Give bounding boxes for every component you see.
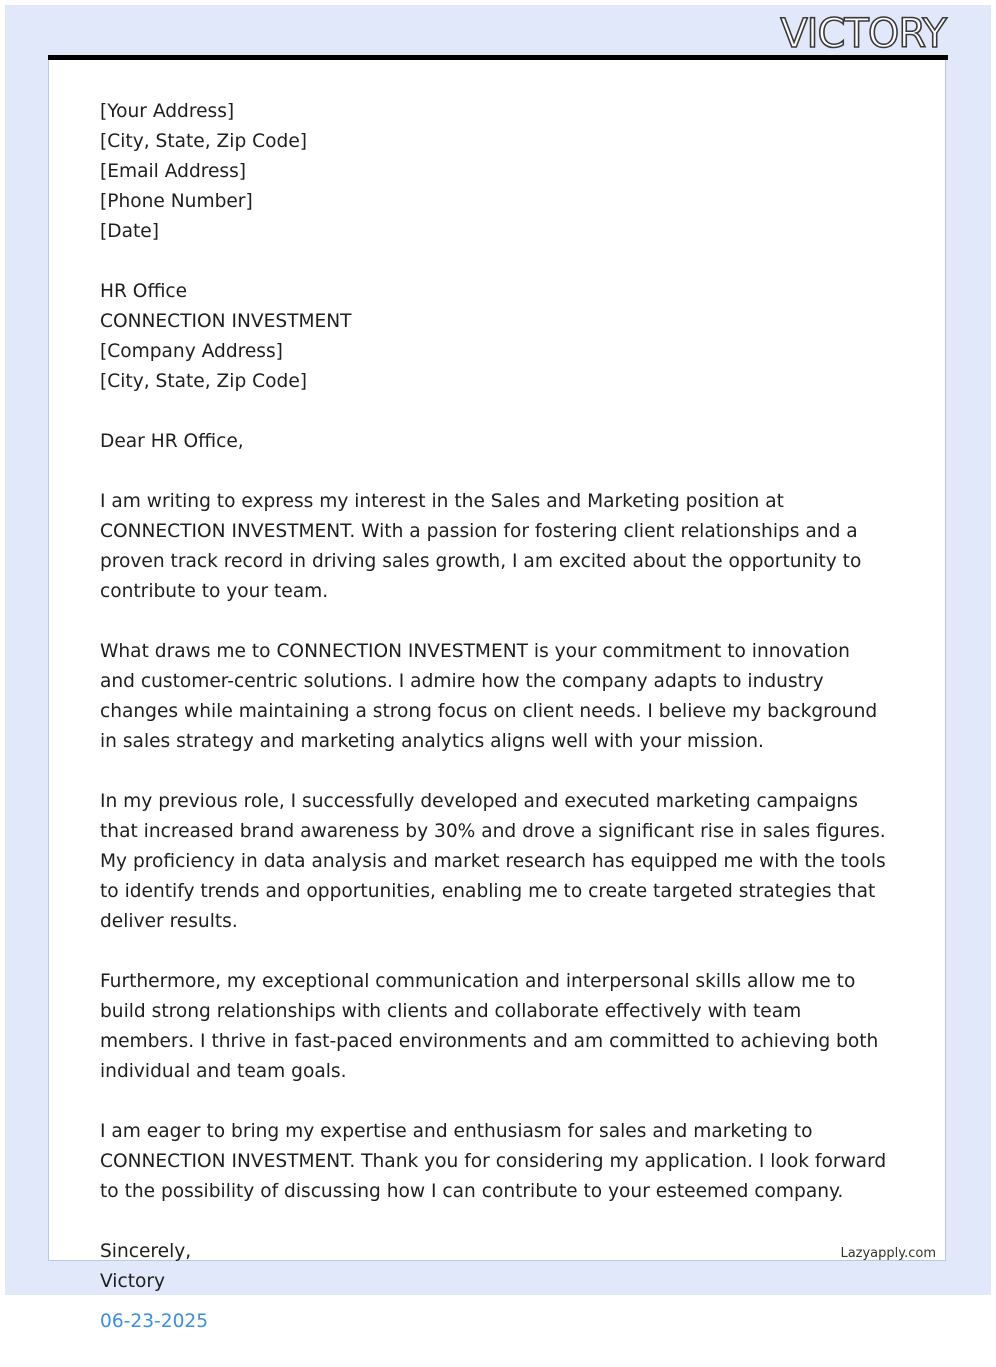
salutation: Dear HR Office, [100, 431, 244, 452]
body-paragraph-5: I am eager to bring my expertise and enthusiasm for sales and marketing to CONNECTION INVESTMENT. Thank you for considering my application. I look forward to the possibility of discussing how I can contribute to your esteemed company. [100, 1121, 887, 1202]
watermark: Lazyapply.com [840, 1246, 936, 1261]
recipient-address: [Company Address] [100, 341, 283, 362]
sender-phone: [Phone Number] [100, 191, 253, 212]
sender-email: [Email Address] [100, 161, 247, 182]
valediction: Sincerely, [100, 1241, 192, 1262]
brand-logo: VICTORY [780, 11, 946, 57]
recipient-name: HR Office [100, 281, 188, 302]
body-paragraph-3: In my previous role, I successfully developed and executed marketing campaigns that increased brand awareness by 30% and drove a significant rise in sales figures. My proficiency in data analysis and market research has equipped me with the tools to identify trends and opportunities, enabling me to create targeted strategies that deliver results. [100, 791, 886, 932]
recipient-company: CONNECTION INVESTMENT [100, 311, 352, 332]
recipient-city-state-zip: [City, State, Zip Code] [100, 371, 308, 392]
body-paragraph-2: What draws me to CONNECTION INVESTMENT is your commitment to innovation and customer-centric solutions. I admire how the company adapts to industry changes while maintaining a strong focus on client needs. I believe my background in sales strategy and marketing analytics aligns well with your mission. [100, 641, 878, 752]
signature-name: Victory [100, 1271, 166, 1292]
sender-date: [Date] [100, 221, 159, 242]
closing-block [100, 1237, 890, 1337]
body-paragraph-4: Furthermore, my exceptional communication and interpersonal skills allow me to build strong relationships with clients and collaborate effectively with team members. I thrive in fast-paced environments and am committed to achieving both individual and team goals. [100, 971, 879, 1082]
cover-letter-body [100, 97, 890, 1367]
signed-date: 06-23-2025 [100, 1311, 209, 1332]
sender-city-state-zip: [City, State, Zip Code] [100, 131, 308, 152]
sender-block [100, 97, 890, 247]
sender-address: [Your Address] [100, 101, 235, 122]
body-paragraph-1: I am writing to express my interest in the Sales and Marketing position at CONNECTION INVESTMENT. With a passion for fostering client relationships and a proven track record in driving sales growth, I am excited about the opportunity to contribute to your team. [100, 491, 862, 602]
recipient-block [100, 277, 890, 397]
